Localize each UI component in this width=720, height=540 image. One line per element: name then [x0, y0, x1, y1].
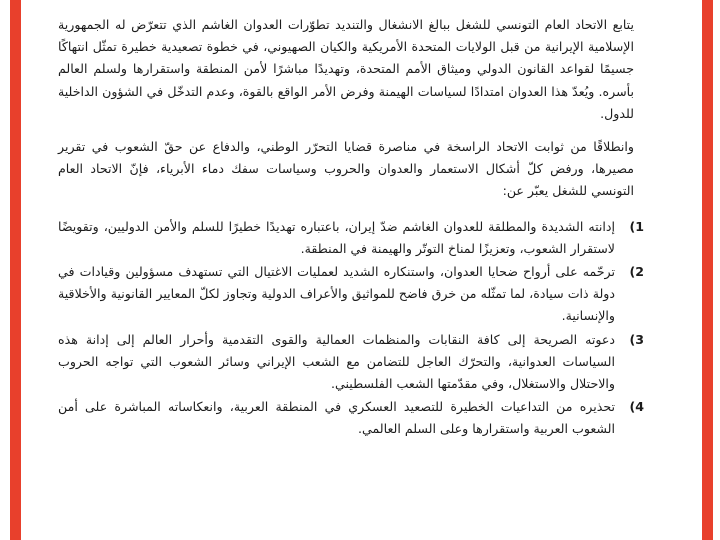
- statement-body: [58, 14, 644, 540]
- right-red-border: [702, 0, 713, 540]
- intro-paragraph-1: يتابع الاتحاد العام التونسي للشغل ببالغ الانشغال والتنديد تطوّرات العدوان الغاشم الذي تتعرّض له الجمهورية الإسلامية الإيرانية من قبل الولايات المتحدة الأمريكية والكيان الصهيوني، في خطوة تصعيدية خطيرة تمثّل انتهاكًا جسيمًا لقواعد القانون الدولي وميثاق الأمم المتحدة، وتهديدًا مباشرًا لأمن المنطقة واستقرارها ولسلم العالم بأسره. ويُعدّ هذا العدوان امتدادًا لسياسات الهيمنة وفرض الأمر الواقع بالقوة، وعدم التدخّل في الشؤون الداخلية للدول.: [58, 17, 634, 121]
- list-number: 1): [629, 218, 644, 234]
- list-text: ترحّمه على أرواح ضحايا العدوان، واستنكاره الشديد لعمليات الاغتيال التي تستهدف مسؤولين وقيادات في دولة ذات سيادة، لما تمثّله من خرق فاضح للمواثيق والأعراف الدولية وتجاوز لكلّ المعايير القانونية والأخلاقية والإنسانية.: [58, 264, 615, 324]
- list-text: دعوته الصريحة إلى كافة النقابات والمنظمات العمالية والقوى التقدمية وأحرار العالم إلى إدانة هذه السياسات العدوانية، والتحرّك العاجل للتضامن مع الشعب الإيراني وسائر الشعوب التي تواجه الحروب والاحتلال والاستغلال، وفي مقدّمتها الشعب الفلسطيني.: [58, 331, 615, 392]
- list-item-3: [58, 329, 644, 396]
- list-item-1: [58, 216, 644, 260]
- list-item-2: [58, 261, 644, 328]
- list-number: 2): [629, 264, 644, 280]
- list-number: 3): [629, 331, 644, 347]
- left-red-border: [10, 0, 21, 540]
- list-item-4: [58, 396, 644, 440]
- list-text: تحذيره من التداعيات الخطيرة للتصعيد العسكري في المنطقة العربية، وانعكاساته المباشرة على أمن الشعوب العربية واستقرارها وعلى السلم العالمي.: [58, 399, 615, 437]
- intro-paragraph-2: وانطلاقًا من ثوابت الاتحاد الراسخة في مناصرة قضايا التحرّر الوطني، والدفاع عن حقّ الشعوب في تقرير مصيرها، ورفض كلّ أشكال الاستعمار والعدوان والحروب وسياسات سفك دماء الأبرياء، فإنّ الاتحاد العام التونسي للشغل يعبّر عن:: [58, 139, 634, 199]
- list-number: 4): [629, 399, 644, 415]
- list-text: إدانته الشديدة والمطلقة للعدوان الغاشم ضدّ إيران، باعتباره تهديدًا خطيرًا للسلم والأمن الدوليين، وتقويضًا لاستقرار الشعوب، وتعزيزًا لمناخ التوتّر والهيمنة في المنطقة.: [58, 218, 615, 256]
